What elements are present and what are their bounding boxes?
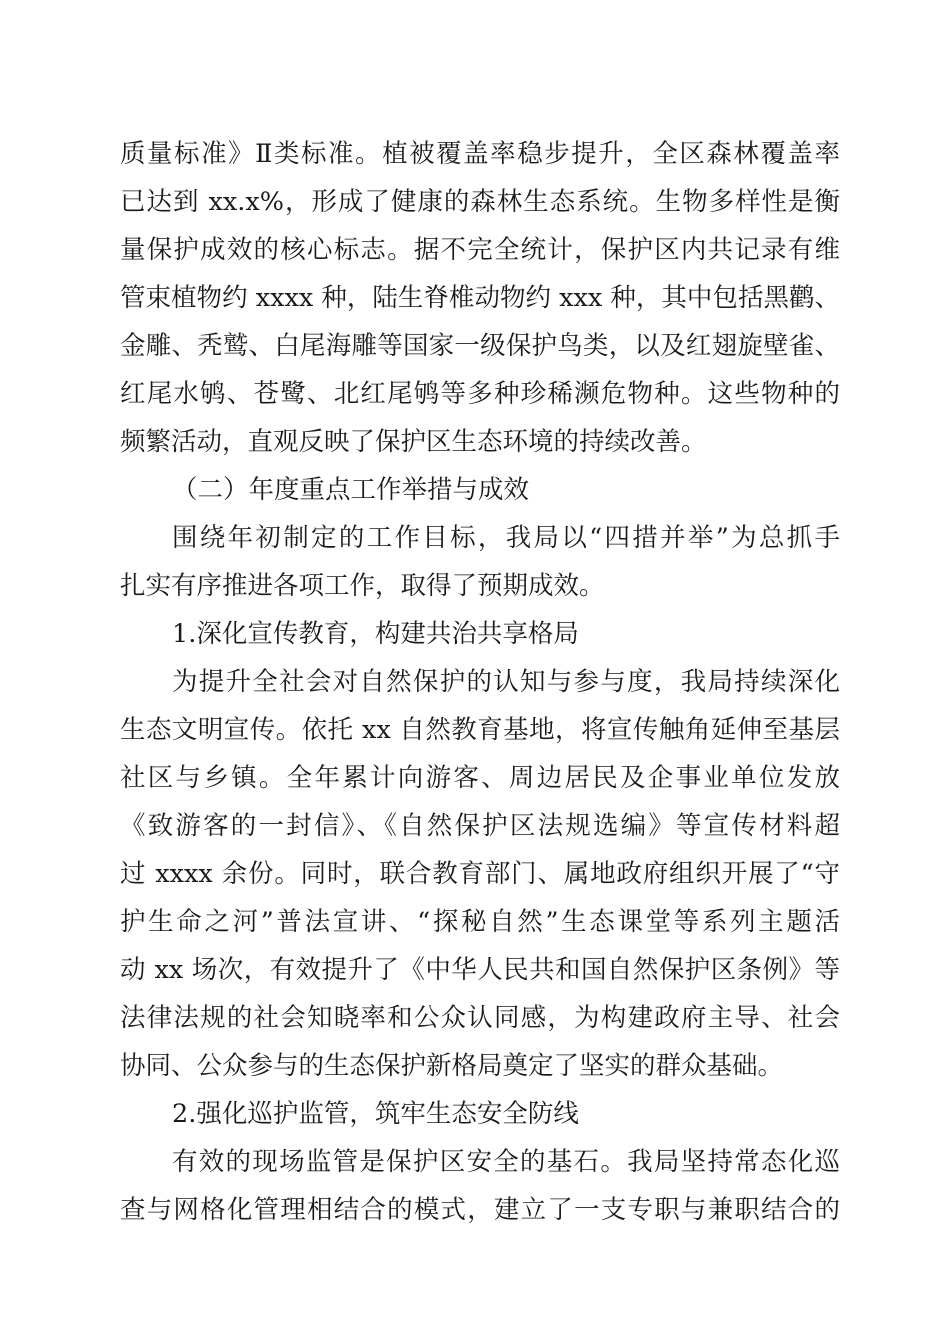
text-line: 频繁活动，直观反映了保护区生态环境的持续改善。 (120, 427, 707, 457)
text-line: 社区与乡镇。全年累计向游客、周边居民及企事业单位发放 (120, 763, 840, 793)
text-line: 质量标准》Ⅱ类标准。植被覆盖率稳步提升，全区森林覆盖率 (120, 139, 840, 169)
text-line: 护生命之河”普法宣讲、“探秘自然”生态课堂等系列主题活 (120, 907, 840, 937)
section-heading: （二）年度重点工作举措与成效 (172, 475, 530, 505)
text-line: 红尾水鸲、苍鹭、北红尾鸲等多种珍稀濒危物种。这些物种的 (120, 379, 840, 409)
text-line: 围绕年初制定的工作目标，我局以“四措并举”为总抓手 (172, 523, 840, 553)
text-line: 协同、公众参与的生态保护新格局奠定了坚实的群众基础。 (120, 1051, 784, 1081)
text-line: 量保护成效的核心标志。据不完全统计，保护区内共记录有维 (120, 235, 840, 265)
text-line: 法律法规的社会知晓率和公众认同感，为构建政府主导、社会 (120, 1003, 840, 1033)
text-line: 过 xxxx 余份。同时，联合教育部门、属地政府组织开展了“守 (120, 859, 840, 889)
text-line: 有效的现场监管是保护区安全的基石。我局坚持常态化巡 (172, 1147, 840, 1177)
text-line: 生态文明宣传。依托 xx 自然教育基地，将宣传触角延伸至基层 (120, 715, 840, 745)
text-line: 为提升全社会对自然保护的认知与参与度，我局持续深化 (172, 667, 840, 697)
text-line: 《致游客的一封信》、《自然保护区法规选编》等宣传材料超 (120, 811, 840, 841)
sub-heading: 1.深化宣传教育，构建共治共享格局 (172, 619, 579, 649)
text-line: 已达到 xx.x%，形成了健康的森林生态系统。生物多样性是衡 (120, 187, 840, 217)
text-line: 动 xx 场次，有效提升了《中华人民共和国自然保护区条例》等 (120, 955, 840, 985)
text-line: 查与网格化管理相结合的模式，建立了一支专职与兼职结合的 (120, 1195, 840, 1225)
sub-heading: 2.强化巡护监管，筑牢生态安全防线 (172, 1099, 579, 1129)
text-line: 扎实有序推进各项工作，取得了预期成效。 (120, 571, 605, 601)
text-line: 金雕、秃鹫、白尾海雕等国家一级保护鸟类，以及红翅旋壁雀、 (120, 331, 840, 361)
text-line: 管束植物约 xxxx 种，陆生脊椎动物约 xxx 种，其中包括黑鹳、 (120, 283, 840, 313)
